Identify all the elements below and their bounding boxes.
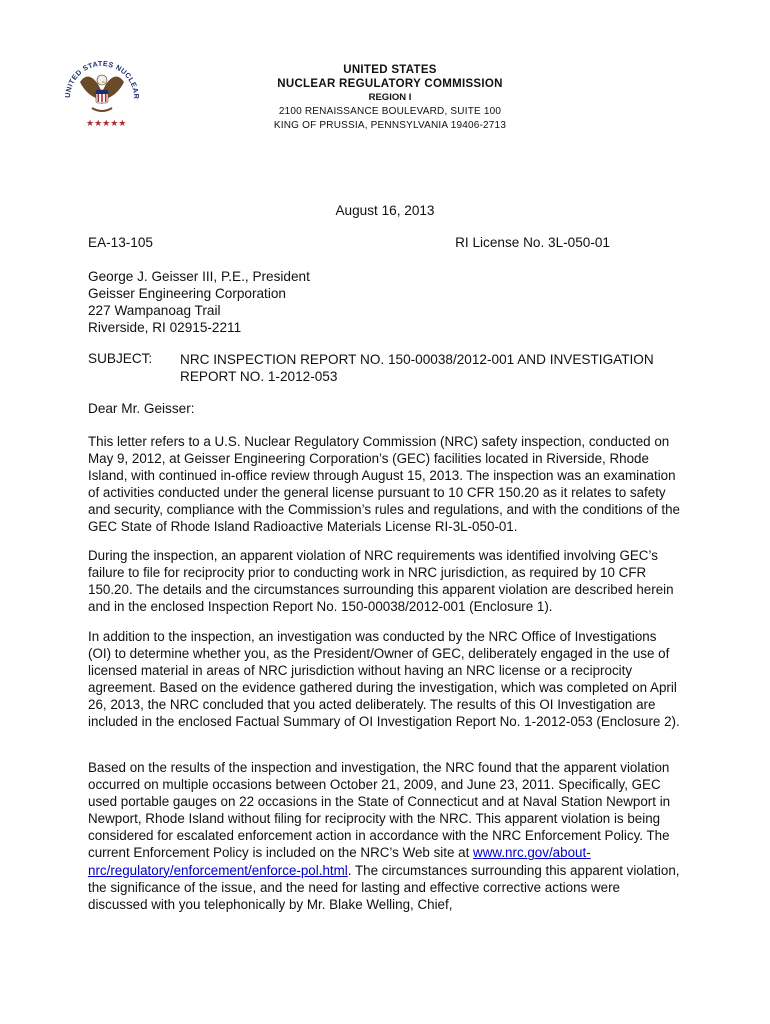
license-number: RI License No. 3L-050-01: [455, 235, 610, 250]
star-row-icon: [86, 119, 126, 129]
enforcement-policy-link[interactable]: www.nrc.gov/about-nrc/regulatory/enforcement/enforce-pol.html: [88, 845, 591, 878]
recipient-city: Riverside, RI 02915-2211: [88, 320, 242, 335]
recipient-street: 227 Wampanoag Trail: [88, 303, 221, 318]
letterhead-address-line2: KING OF PRUSSIA, PENNSYLVANIA 19406-2713: [273, 120, 507, 131]
eagle-icon: [80, 75, 124, 111]
recipient-name: George J. Geisser III, P.E., President: [88, 269, 310, 284]
letterhead-country: UNITED STATES: [343, 64, 437, 76]
paragraph-2: During the inspection, an apparent violation of NRC requirements was identified involving GEC’s failure to file for reciprocity prior to conducting work in NRC jurisdiction, as required by 10 CFR 150.20. The details and the circumstances surrounding this apparent violation are described herein and in the enclosed Inspection Report No. 150-00038/2012-001 (Enclosure 1).: [88, 548, 674, 615]
subject-label: SUBJECT:: [88, 351, 153, 366]
letterhead: [190, 63, 590, 133]
svg-text:★★★★★: ★★★★★: [86, 119, 127, 129]
paragraph-4: [88, 759, 683, 913]
nrc-seal-icon: [58, 40, 146, 140]
letterhead-address-line1: 2100 RENAISSANCE BOULEVARD, SUITE 100: [278, 106, 502, 117]
paragraph-1: This letter refers to a U.S. Nuclear Regulatory Commission (NRC) safety inspection, conducted on May 9, 2012, at Geisser Engineering Corporation’s (GEC) facilities located in Riverside, Rhode Island, with continued in-office review through August 15, 2013. The inspection was an examination of activities conducted under the general license pursuant to 10 CFR 150.20 as it relates to safety and security, compliance with the Commission’s rules and regulations, and with the conditions of the GEC State of Rhode Island Radioactive Materials License RI-3L-050-01.: [88, 434, 680, 535]
nrc-seal: [58, 40, 146, 140]
paragraph-3: In addition to the inspection, an investigation was conducted by the NRC Office of Investigations (OI) to determine whether you, as the President/Owner of GEC, deliberately engaged in the use of licensed material in areas of NRC jurisdiction without having an NRC license or a reciprocity agreement. Based on the evidence gathered during the investigation, which was completed on April 26, 2013, the NRC concluded that you acted deliberately. The results of this OI Investigation are included in the enclosed Factual Summary of OI Investigation Report No. 1-2012-053 (Enclosure 2).: [88, 629, 680, 730]
salutation: Dear Mr. Geisser:: [88, 401, 195, 416]
seal-ring-text: UNITED STATES NUCLEAR: [62, 58, 142, 100]
recipient-company: Geisser Engineering Corporation: [88, 286, 286, 301]
ea-number: EA-13-105: [88, 235, 153, 250]
subject-text: NRC INSPECTION REPORT NO. 150-00038/2012-001 AND INVESTIGATION REPORT NO. 1-2012-053: [180, 352, 654, 384]
letterhead-region: REGION I: [368, 92, 412, 103]
letter-date: August 16, 2013: [335, 203, 435, 218]
paragraph-4-text-after: . The circumstances surrounding this apparent violation, the significance of the issue, and the need for lasting and effective corrective actions were discussed with you telephonically by Mr. Blake Welling, Chief,: [88, 862, 680, 912]
paragraph-4-text-before: Based on the results of the inspection and investigation, the NRC found that the apparent violation occurred on multiple occasions between October 21, 2009, and June 23, 2011. Specifically, GEC used portable gauges on 22 occasions in the State of Connecticut and at Naval Station Newport in Newport, Rhode Island without filing for reciprocity with the NRC. This apparent violation is being considered for escalated enforcement action in accordance with the NRC Enforcement Policy. The current Enforcement Policy is included on the NRC’s Web site at: [88, 760, 671, 861]
letterhead-agency: NUCLEAR REGULATORY COMMISSION: [277, 78, 503, 90]
recipient-address: [88, 268, 310, 336]
